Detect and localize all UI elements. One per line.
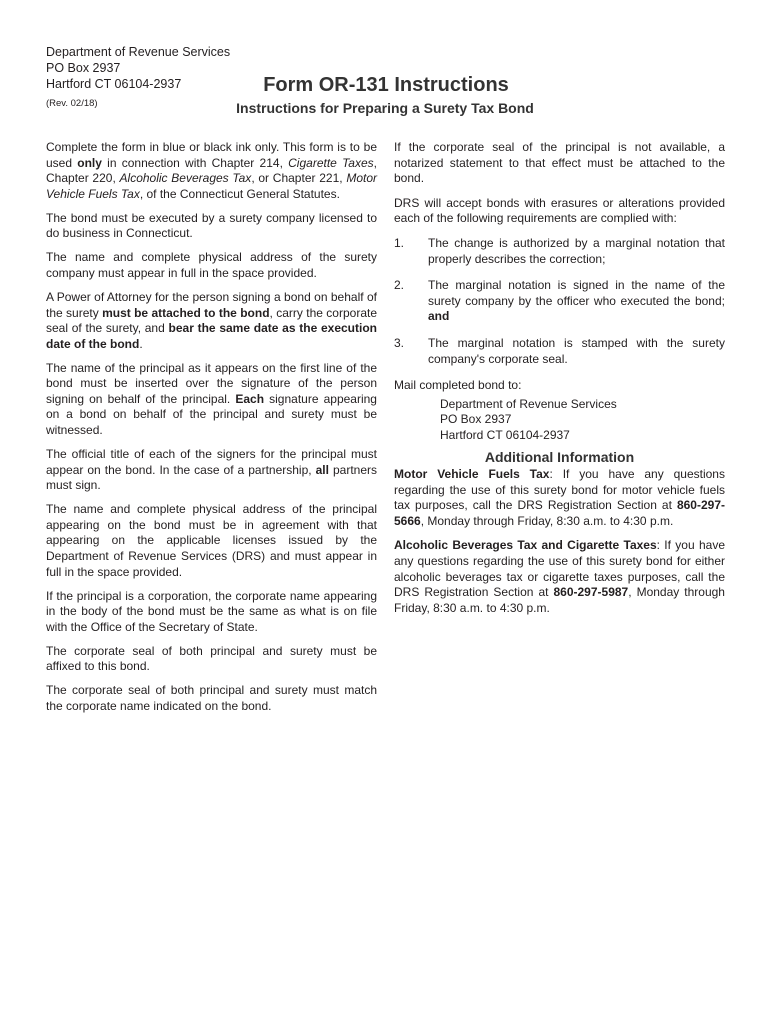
paragraph-surety-address: The name and complete physical address of the surety company must appear in full in the space provided. bbox=[46, 250, 377, 280]
paragraph-corporate-seal-affixed: The corporate seal of both principal and surety must be affixed to this bond. bbox=[46, 643, 377, 674]
paragraph-power-of-attorney: A Power of Attorney for the person signing a bond on behalf of the surety must be attached to the bond, carry the corporate seal of the surety, and bear the same date as the execution date of the bond. bbox=[46, 289, 377, 351]
left-column bbox=[46, 140, 377, 723]
paragraph-erasures: DRS will accept bonds with erasures or alterations provided each of the following requirements are complied with: bbox=[394, 195, 725, 226]
requirements-list bbox=[394, 236, 725, 367]
paragraph-surety-licensed: The bond must be executed by a surety company licensed to do business in Connecticut. bbox=[46, 210, 377, 241]
paragraph-seal-unavailable: If the corporate seal of the principal is not available, a notarized statement to that effect must be attached to the bond. bbox=[394, 140, 725, 186]
mail-label: Mail completed bond to: bbox=[394, 378, 522, 393]
mailing-address bbox=[440, 397, 725, 444]
paragraph-corporate-seal-match: The corporate seal of both principal and surety must match the corporate name indicated on the bond. bbox=[46, 683, 377, 713]
paragraph-signer-title: The official title of each of the signers for the principal must appear on the bond. In the case of a partnership, all partners must sign. bbox=[46, 447, 378, 493]
paragraph-principal-address: The name and complete physical address of the principal appearing on the bond must be in agreement with that appearing on the applicable licenses issued by the Department of Revenue Services (DRS) and must appear in full in the space provided. bbox=[46, 502, 377, 579]
address-line: Department of Revenue Services bbox=[440, 396, 617, 411]
address-line: PO Box 2937 bbox=[46, 61, 121, 75]
address-line: Hartford CT 06104-2937 bbox=[46, 77, 182, 91]
address-line: Hartford CT 06104-2937 bbox=[440, 427, 570, 442]
page-title: Form OR-131 Instructions bbox=[263, 74, 509, 96]
page-subtitle: Instructions for Preparing a Surety Tax Bond bbox=[236, 100, 534, 116]
list-item: 3. The marginal notation is stamped with the surety company's corporate seal. bbox=[394, 335, 725, 366]
address-line: Department of Revenue Services bbox=[46, 45, 231, 59]
right-column bbox=[394, 140, 725, 625]
paragraph-ink-instructions: Complete the form in blue or black ink only. This form is to be used only in connection with Chapter 214, Cigarette Taxes, Chapter 220, Alcoholic Beverages Tax, or Chapter 221, Motor Vehicle Fuels Tax, of the Connecticut General Statutes. bbox=[46, 140, 378, 201]
list-item: 1. The change is authorized by a marginal notation that properly describes the correction; bbox=[394, 235, 725, 266]
paragraph-corporate-name: If the principal is a corporation, the corporate name appearing in the body of the bond must be the same as what is on file with the Office of the Secretary of State. bbox=[46, 588, 377, 634]
paragraph-principal-name: The name of the principal as it appears on the first line of the bond must be inserted over the signature of the person signing on behalf of the principal. Each signature appearing on a bond on behalf of the principal and surety must be witnessed. bbox=[46, 360, 377, 438]
paragraph-alcohol-cigarette: Alcoholic Beverages Tax and Cigarette Taxes: If you have any questions regarding the use of this surety bond for either alcoholic beverages tax or cigarette taxes purposes, call the DRS Registration Section at 860-297-5987, Monday through Friday, 8:30 a.m. to 4:30 p.m. bbox=[394, 538, 726, 615]
list-item: 2. The marginal notation is signed in the name of the surety company by the officer who executed the bond; and bbox=[394, 278, 725, 324]
paragraph-motor-vehicle-fuels: Motor Vehicle Fuels Tax: If you have any questions regarding the use of this surety bond for motor vehicle fuels tax purposes, call the DRS Registration Section at 860-297-5666, Monday through Friday, 8:30 a.m. to 4:30 p.m. bbox=[394, 467, 725, 528]
revision-date: (Rev. 02/18) bbox=[46, 98, 98, 109]
address-line: PO Box 2937 bbox=[440, 412, 512, 427]
additional-info-heading: Additional Information bbox=[484, 448, 635, 465]
